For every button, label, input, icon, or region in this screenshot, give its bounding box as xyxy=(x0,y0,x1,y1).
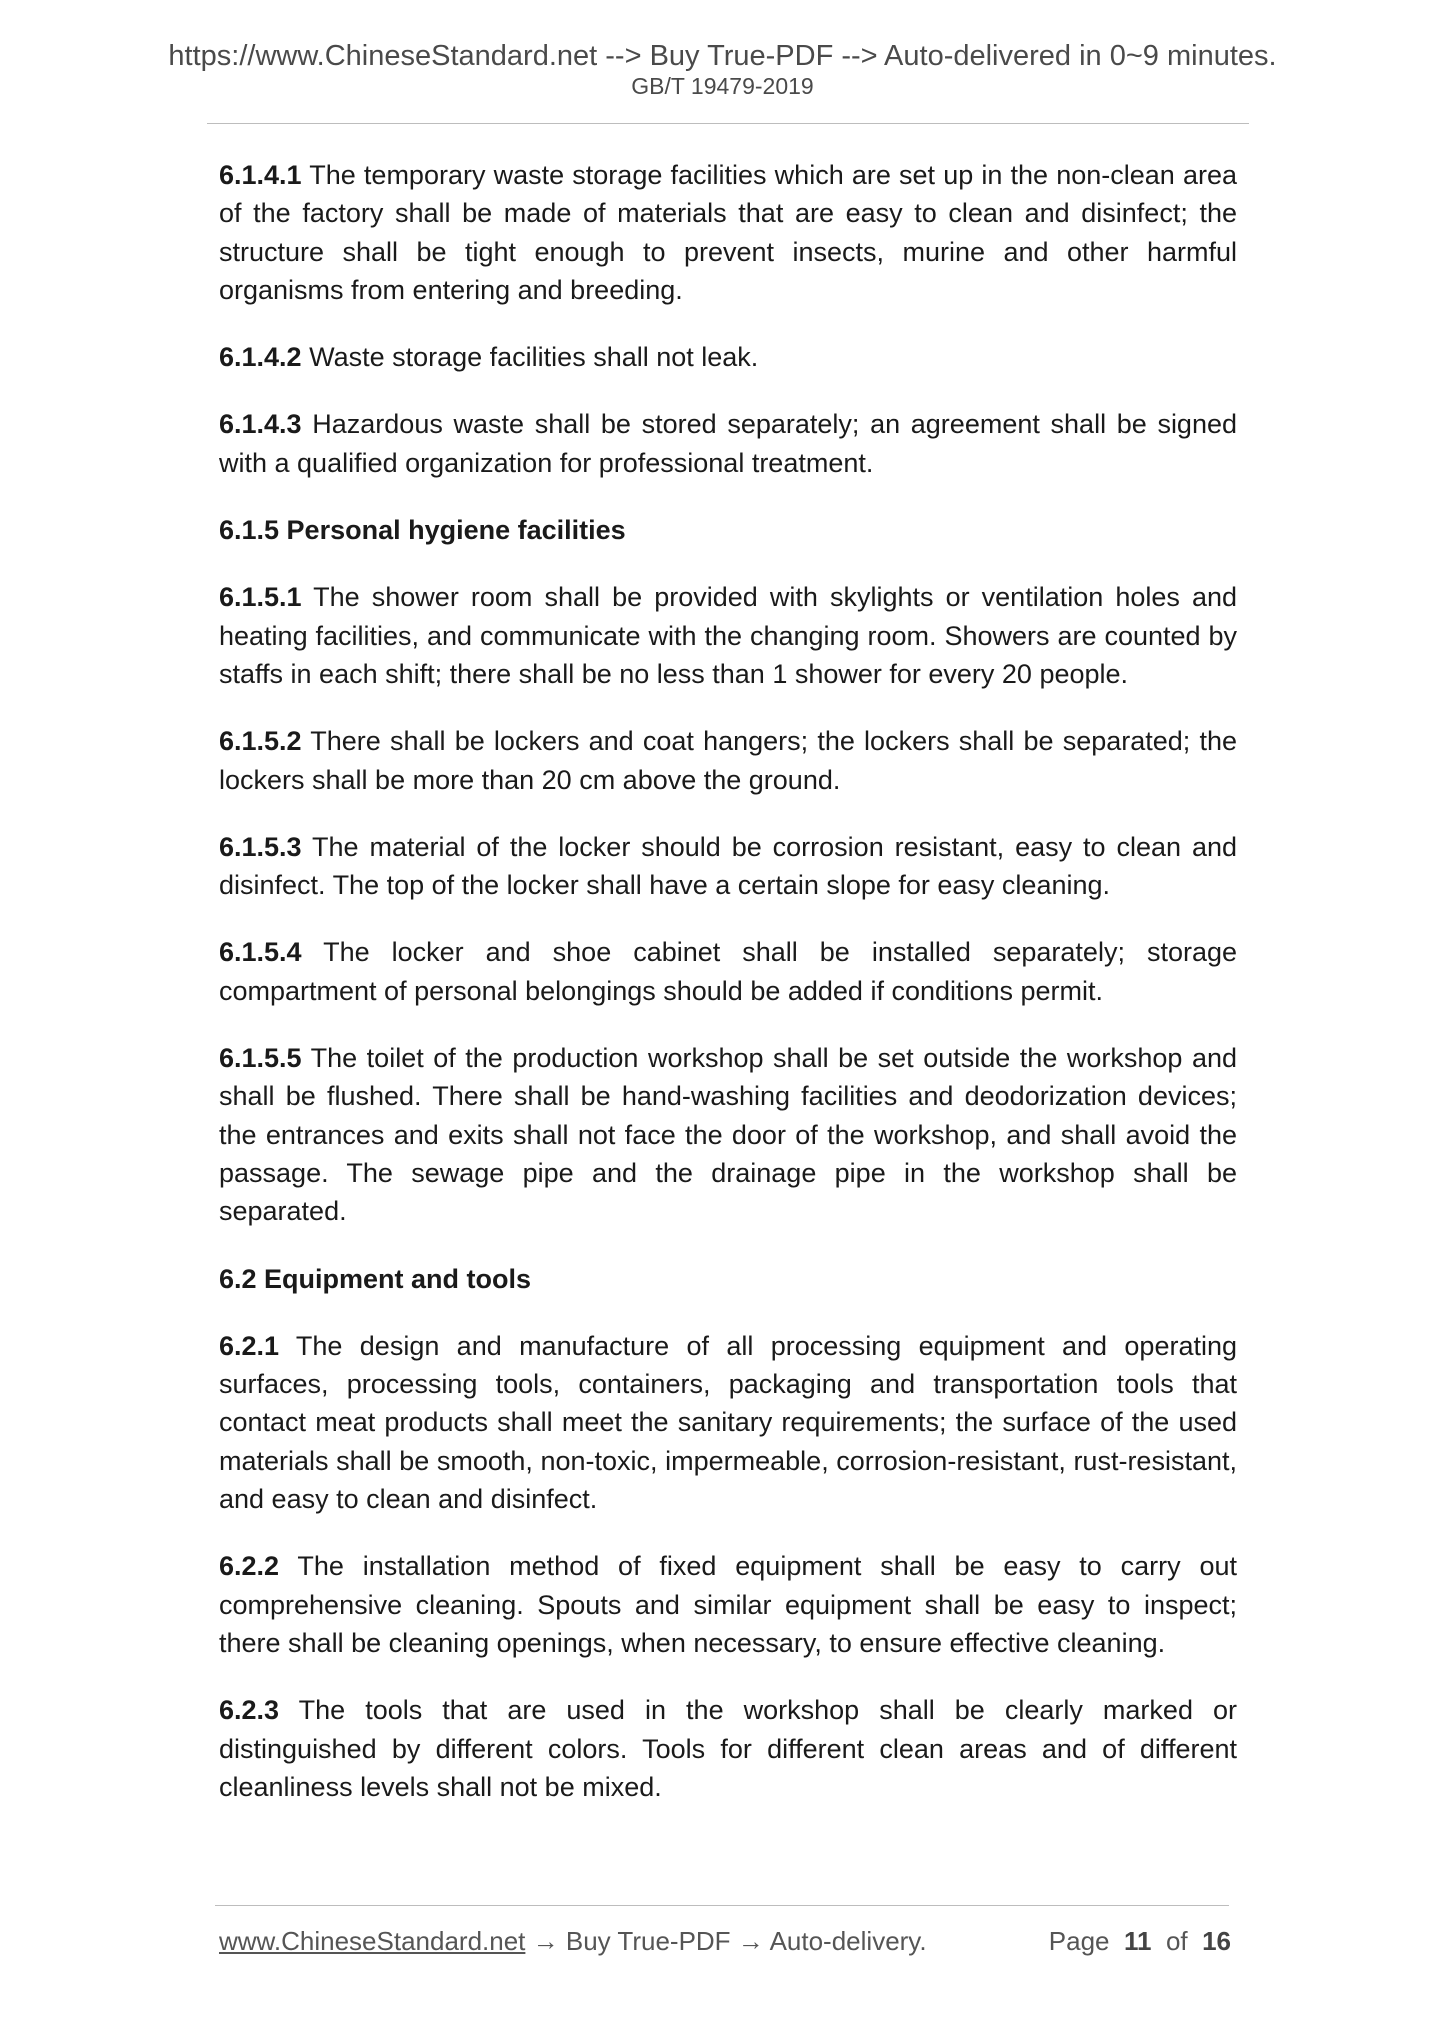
clause-number: 6.1.4.2 xyxy=(219,342,302,373)
page-indicator xyxy=(1049,1925,1231,1957)
clause-number: 6.2.2 xyxy=(219,1551,280,1582)
page-label: Page xyxy=(1048,1926,1110,1956)
clause-text: The locker and shoe cabinet shall be installed separately; storage compartment of personal belongings should be added if conditions permit. xyxy=(219,937,1237,1006)
clause-6-1-5-5 xyxy=(219,1039,1237,1230)
clause-number: 6.1.5.5 xyxy=(219,1043,302,1074)
clause-text: The installation method of fixed equipment shall be easy to carry out comprehensive cleaning. Spouts and similar equipment shall be easy to inspect; there shall be cleaning openings, when necessary, to ensure effective cleaning. xyxy=(219,1551,1237,1658)
clause-text: There shall be lockers and coat hangers; the lockers shall be separated; the lockers shall be more than 20 cm above the ground. xyxy=(219,726,1238,795)
clause-6-1-5-4 xyxy=(219,933,1237,1010)
clause-number: 6.2.3 xyxy=(219,1695,280,1726)
clause-6-2-3 xyxy=(219,1691,1237,1806)
clause-text: The temporary waste storage facilities which are set up in the non-clean area of the factory shall be made of materials that are easy to clean and disinfect; the structure shall be tight enough to prevent insects, murine and other harmful organisms from entering and breeding. xyxy=(219,160,1238,305)
section-heading-6-2: 6.2 Equipment and tools xyxy=(219,1263,532,1294)
clause-6-1-5-1 xyxy=(219,578,1237,693)
clause-number: 6.1.5.2 xyxy=(219,726,302,757)
clause-number: 6.1.5.1 xyxy=(219,582,302,613)
clause-text: Hazardous waste shall be stored separately; an agreement shall be signed with a qualified organization for professional treatment. xyxy=(219,409,1238,478)
clause-6-1-4-2 xyxy=(219,338,1237,376)
clause-6-1-5-2 xyxy=(219,722,1237,799)
footer-promo xyxy=(219,1925,927,1957)
clause-6-2-2 xyxy=(219,1547,1237,1662)
current-page-number: 11 xyxy=(1123,1926,1152,1956)
document-code: GB/T 19479-2019 xyxy=(631,73,814,99)
clause-text: The toilet of the production workshop shall be set outside the workshop and shall be flushed. There shall be hand-washing facilities and deodorization devices; the entrances and exits shall not face the door of the workshop, and shall avoid the passage. The sewage pipe and the drainage pipe in the workshop shall be separated. xyxy=(219,1043,1237,1227)
header-banner: https://www.ChineseStandard.net --> Buy True-PDF --> Auto-delivered in 0~9 minutes. xyxy=(168,40,1277,72)
clause-number: 6.1.4.3 xyxy=(219,409,302,440)
header-divider xyxy=(207,123,1249,124)
clause-text: The shower room shall be provided with skylights or ventilation holes and heating facilities, and communicate with the changing room. Showers are counted by staffs in each shift; there shall be no less than 1 shower for every 20 people. xyxy=(219,582,1237,689)
clause-6-2-1 xyxy=(219,1327,1237,1518)
clause-number: 6.1.4.1 xyxy=(219,160,302,190)
footer-site-link[interactable]: www.ChineseStandard.net xyxy=(219,1926,526,1956)
clause-text: The tools that are used in the workshop shall be clearly marked or distinguished by different colors. Tools for different clean areas and of different cleanliness levels shall not be mixed. xyxy=(219,1695,1238,1802)
clause-text: The material of the locker should be corrosion resistant, easy to clean and disinfect. The top of the locker shall have a certain slope for easy cleaning. xyxy=(219,831,1237,901)
clause-text: The design and manufacture of all processing equipment and operating surfaces, processing tools, containers, packaging and transportation tools that contact meat products shall meet the sanitary requirements; the surface of the used materials shall be smooth, non-toxic, impermeable, corrosion-resistant, rust-resistant, and easy to clean and disinfect. xyxy=(219,1330,1238,1515)
document-body xyxy=(219,156,1237,1835)
clause-text: Waste storage facilities shall not leak. xyxy=(309,342,759,373)
clause-6-1-4-3 xyxy=(219,405,1237,482)
of-label: of xyxy=(1165,1926,1188,1956)
clause-number: 6.2.1 xyxy=(219,1330,280,1361)
clause-6-1-4-1 xyxy=(219,156,1237,309)
clause-6-1-5-3 xyxy=(219,828,1237,905)
footer-divider xyxy=(215,1905,1229,1906)
clause-number: 6.1.5.3 xyxy=(219,831,302,862)
clause-number: 6.1.5.4 xyxy=(219,937,302,968)
footer-promo-text: → Buy True-PDF → Auto-delivery. xyxy=(525,1926,927,1956)
total-pages: 16 xyxy=(1202,1926,1231,1956)
section-heading-6-1-5: 6.1.5 Personal hygiene facilities xyxy=(219,515,626,546)
